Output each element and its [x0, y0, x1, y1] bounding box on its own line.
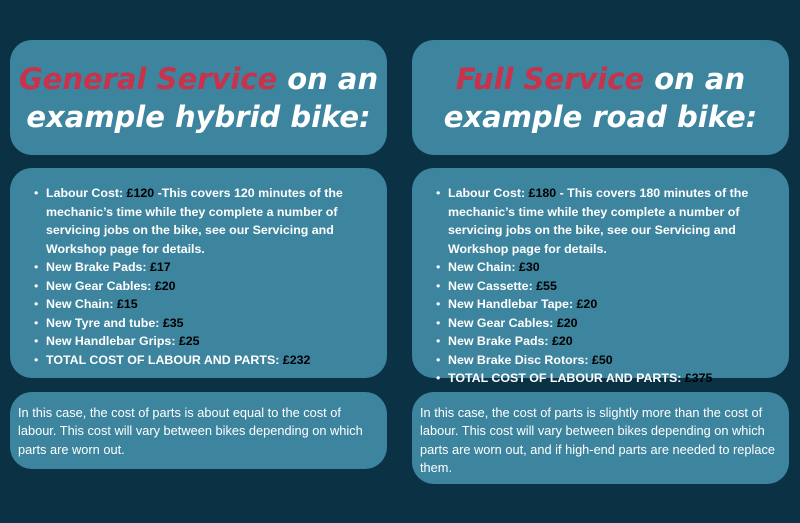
full-service-cost-card: [412, 168, 789, 385]
full-service-note-card: [412, 392, 789, 484]
cost-item-price: £50: [591, 352, 613, 367]
cost-item-price: £20: [556, 315, 578, 330]
cost-item: [34, 332, 371, 351]
cost-item-label: New Brake Pads:: [448, 334, 552, 348]
cost-item-label: Labour Cost:: [46, 186, 127, 200]
general-service-cost-list: [26, 184, 371, 369]
cost-item-label: New Tyre and tube:: [46, 315, 163, 330]
cost-item-label: New Chain:: [46, 297, 117, 311]
cost-item: [34, 351, 371, 370]
cost-item: [34, 258, 371, 277]
cost-item: [436, 295, 773, 314]
cost-item-label: New Chain:: [448, 260, 519, 274]
cost-item: [34, 295, 371, 314]
cost-item-price: £232: [282, 352, 311, 367]
title-accent: General Service: [18, 61, 278, 96]
full-service-title: [444, 60, 758, 136]
cost-item-price: £25: [178, 334, 200, 348]
cost-item: [34, 314, 371, 333]
cost-item-label: New Brake Disc Rotors:: [448, 352, 592, 367]
cost-item-price: £35: [162, 315, 184, 330]
cost-item-price: £180: [528, 186, 557, 200]
full-service-title-card: [412, 40, 789, 155]
cost-item-price: £55: [536, 278, 557, 293]
cost-item-label: Labour Cost:: [448, 186, 529, 200]
general-service-note-card: [10, 392, 387, 469]
title-rest: on an: [277, 61, 379, 96]
cost-item-price: £20: [154, 278, 176, 293]
cost-item: [436, 351, 773, 370]
title-rest: on an: [644, 61, 746, 96]
cost-item-label: New Gear Cables:: [46, 278, 155, 293]
cost-item-price: £120: [126, 186, 155, 200]
cost-item-label: TOTAL COST OF LABOUR AND PARTS:: [448, 371, 685, 385]
general-service-title-card: [10, 40, 387, 155]
cost-item: [436, 314, 773, 333]
cost-item-price: £15: [116, 297, 138, 311]
title-line2: example hybrid bike:: [26, 99, 371, 134]
title-accent: Full Service: [455, 61, 645, 96]
cost-item-label: New Handlebar Tape:: [448, 297, 577, 311]
cost-item: [436, 369, 773, 388]
cost-item: [436, 277, 773, 296]
cost-item-label: New Handlebar Grips:: [46, 334, 179, 348]
cost-item-label: TOTAL COST OF LABOUR AND PARTS:: [46, 352, 283, 367]
cost-item-description: -This covers 120 minutes of the mechanic’s time while they complete a number of servicing jobs on the bike, see our Servicing and Workshop page for details.: [46, 186, 343, 256]
cost-item: [34, 277, 371, 296]
cost-item-price: £20: [552, 334, 573, 348]
general-service-cost-card: [10, 168, 387, 378]
cost-item-price: £375: [684, 371, 713, 385]
full-service-cost-list: [428, 184, 773, 388]
cost-item: [436, 332, 773, 351]
cost-item-price: £17: [150, 260, 171, 274]
cost-item-label: New Gear Cables:: [448, 315, 557, 330]
general-service-note: In this case, the cost of parts is about equal to the cost of labour. This cost will vary between bikes depending on which parts are worn out.: [18, 405, 363, 457]
cost-item-description: - This covers 180 minutes of the mechanic’s time while they complete a number of servicing jobs on the bike, see our Servicing and Workshop page for details.: [448, 186, 749, 256]
cost-item-label: New Brake Pads:: [46, 260, 150, 274]
full-service-note: In this case, the cost of parts is slightly more than the cost of labour. This cost will vary between bikes depending on which parts are worn out, and if high-end parts are needed to replace them.: [420, 405, 775, 475]
cost-item-label: New Cassette:: [448, 278, 537, 293]
cost-item-price: £30: [518, 260, 540, 274]
general-service-title: [19, 60, 378, 136]
cost-item: [436, 184, 773, 258]
cost-item: [34, 184, 371, 258]
title-line2: example road bike:: [443, 99, 758, 134]
cost-item: [436, 258, 773, 277]
cost-item-price: £20: [576, 297, 598, 311]
